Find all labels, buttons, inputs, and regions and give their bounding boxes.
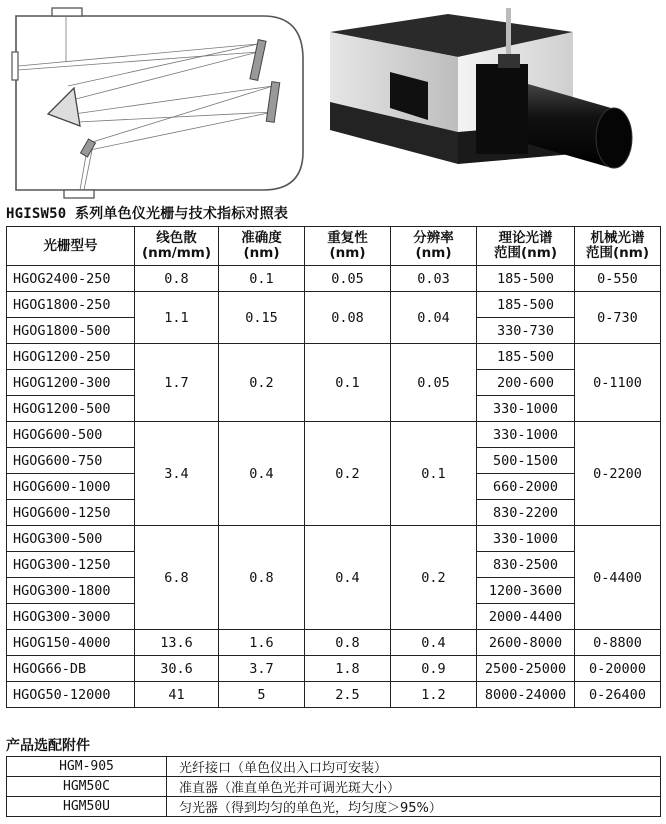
repeatability-cell: 2.5 — [305, 682, 391, 708]
repeatability-cell: 0.2 — [305, 422, 391, 526]
table-caption: HGISW50 系列单色仪光栅与技术指标对照表 — [6, 206, 289, 222]
model-cell: HGOG150-4000 — [7, 630, 135, 656]
dispersion-cell: 3.4 — [135, 422, 219, 526]
header-theoretical-range: 理论光谱 范围(nm) — [477, 227, 575, 266]
accessories-title: 产品选配附件 — [6, 738, 90, 754]
resolution-cell: 0.1 — [391, 422, 477, 526]
accuracy-cell: 0.1 — [219, 266, 305, 292]
spectral-range-cell: 200-600 — [477, 370, 575, 396]
model-cell: HGOG2400-250 — [7, 266, 135, 292]
model-cell: HGOG1800-500 — [7, 318, 135, 344]
resolution-cell: 0.4 — [391, 630, 477, 656]
dispersion-cell: 30.6 — [135, 656, 219, 682]
accessory-desc: 光纤接口（单色仪出入口均可安装） — [167, 757, 661, 777]
table-row — [7, 526, 661, 552]
table-row — [7, 422, 661, 448]
mechanical-range-cell: 0-26400 — [575, 682, 661, 708]
mechanical-range-cell: 0-20000 — [575, 656, 661, 682]
resolution-cell: 0.03 — [391, 266, 477, 292]
model-cell: HGOG300-1250 — [7, 552, 135, 578]
header-accuracy: 准确度 (nm) — [219, 227, 305, 266]
spectral-range-cell: 185-500 — [477, 344, 575, 370]
accuracy-cell: 0.15 — [219, 292, 305, 344]
spectral-range-cell: 2500-25000 — [477, 656, 575, 682]
accessory-code: HGM50U — [7, 797, 167, 817]
accuracy-cell: 0.8 — [219, 526, 305, 630]
repeatability-cell: 0.08 — [305, 292, 391, 344]
resolution-cell: 0.04 — [391, 292, 477, 344]
accessory-row — [7, 757, 661, 777]
table-row — [7, 682, 661, 708]
table-row — [7, 266, 661, 292]
model-cell: HGOG300-500 — [7, 526, 135, 552]
header-mechanical-range: 机械光谱 范围(nm) — [575, 227, 661, 266]
header-resolution: 分辨率 (nm) — [391, 227, 477, 266]
grating-spec-table — [6, 226, 661, 708]
accessory-code: HGM50C — [7, 777, 167, 797]
model-cell: HGOG300-1800 — [7, 578, 135, 604]
repeatability-cell: 0.1 — [305, 344, 391, 422]
accuracy-cell: 0.2 — [219, 344, 305, 422]
model-cell: HGOG600-750 — [7, 448, 135, 474]
resolution-cell: 0.2 — [391, 526, 477, 630]
accuracy-cell: 0.4 — [219, 422, 305, 526]
optical-path-diagram — [8, 4, 308, 199]
model-cell: HGOG66-DB — [7, 656, 135, 682]
model-cell: HGOG600-1250 — [7, 500, 135, 526]
table-header-row — [7, 227, 661, 266]
model-cell: HGOG600-500 — [7, 422, 135, 448]
repeatability-cell: 0.8 — [305, 630, 391, 656]
dispersion-cell: 1.7 — [135, 344, 219, 422]
model-cell: HGOG1200-250 — [7, 344, 135, 370]
repeatability-cell: 1.8 — [305, 656, 391, 682]
accessory-code: HGM-905 — [7, 757, 167, 777]
accuracy-cell: 1.6 — [219, 630, 305, 656]
model-cell: HGOG1800-250 — [7, 292, 135, 318]
mechanical-range-cell: 0-1100 — [575, 344, 661, 422]
spectral-range-cell: 185-500 — [477, 292, 575, 318]
mechanical-range-cell: 0-730 — [575, 292, 661, 344]
repeatability-cell: 0.05 — [305, 266, 391, 292]
model-cell: HGOG600-1000 — [7, 474, 135, 500]
model-cell: HGOG1200-500 — [7, 396, 135, 422]
header-grating-model: 光栅型号 — [7, 227, 135, 266]
accuracy-cell: 5 — [219, 682, 305, 708]
spectral-range-cell: 1200-3600 — [477, 578, 575, 604]
spectral-range-cell: 830-2500 — [477, 552, 575, 578]
spectral-range-cell: 2000-4400 — [477, 604, 575, 630]
table-row — [7, 292, 661, 318]
spectral-range-cell: 330-730 — [477, 318, 575, 344]
spectral-range-cell: 500-1500 — [477, 448, 575, 474]
spectral-range-cell: 330-1000 — [477, 422, 575, 448]
resolution-cell: 1.2 — [391, 682, 477, 708]
dispersion-cell: 13.6 — [135, 630, 219, 656]
model-cell: HGOG50-12000 — [7, 682, 135, 708]
spectral-range-cell: 660-2000 — [477, 474, 575, 500]
table-row — [7, 630, 661, 656]
accuracy-cell: 3.7 — [219, 656, 305, 682]
mechanical-range-cell: 0-2200 — [575, 422, 661, 526]
model-cell: HGOG300-3000 — [7, 604, 135, 630]
accessory-row — [7, 797, 661, 817]
dispersion-cell: 6.8 — [135, 526, 219, 630]
table-row — [7, 344, 661, 370]
accessory-row — [7, 777, 661, 797]
table-row — [7, 656, 661, 682]
dispersion-cell: 0.8 — [135, 266, 219, 292]
figure-area — [0, 0, 666, 205]
spectral-range-cell: 330-1000 — [477, 396, 575, 422]
accessory-desc: 匀光器（得到均匀的单色光，均匀度＞95%） — [167, 797, 661, 817]
mechanical-range-cell: 0-4400 — [575, 526, 661, 630]
repeatability-cell: 0.4 — [305, 526, 391, 630]
mechanical-range-cell: 0-550 — [575, 266, 661, 292]
resolution-cell: 0.05 — [391, 344, 477, 422]
spectral-range-cell: 330-1000 — [477, 526, 575, 552]
header-dispersion: 线色散 (nm/mm) — [135, 227, 219, 266]
spectral-range-cell: 2600-8000 — [477, 630, 575, 656]
spectral-range-cell: 185-500 — [477, 266, 575, 292]
resolution-cell: 0.9 — [391, 656, 477, 682]
dispersion-cell: 41 — [135, 682, 219, 708]
model-cell: HGOG1200-300 — [7, 370, 135, 396]
spectral-range-cell: 830-2200 — [477, 500, 575, 526]
mechanical-range-cell: 0-8800 — [575, 630, 661, 656]
accessory-desc: 准直器（准直单色光并可调光斑大小） — [167, 777, 661, 797]
spectral-range-cell: 8000-24000 — [477, 682, 575, 708]
header-repeatability: 重复性 (nm) — [305, 227, 391, 266]
accessories-table — [6, 756, 661, 817]
monochromator-photo — [318, 2, 663, 202]
dispersion-cell: 1.1 — [135, 292, 219, 344]
